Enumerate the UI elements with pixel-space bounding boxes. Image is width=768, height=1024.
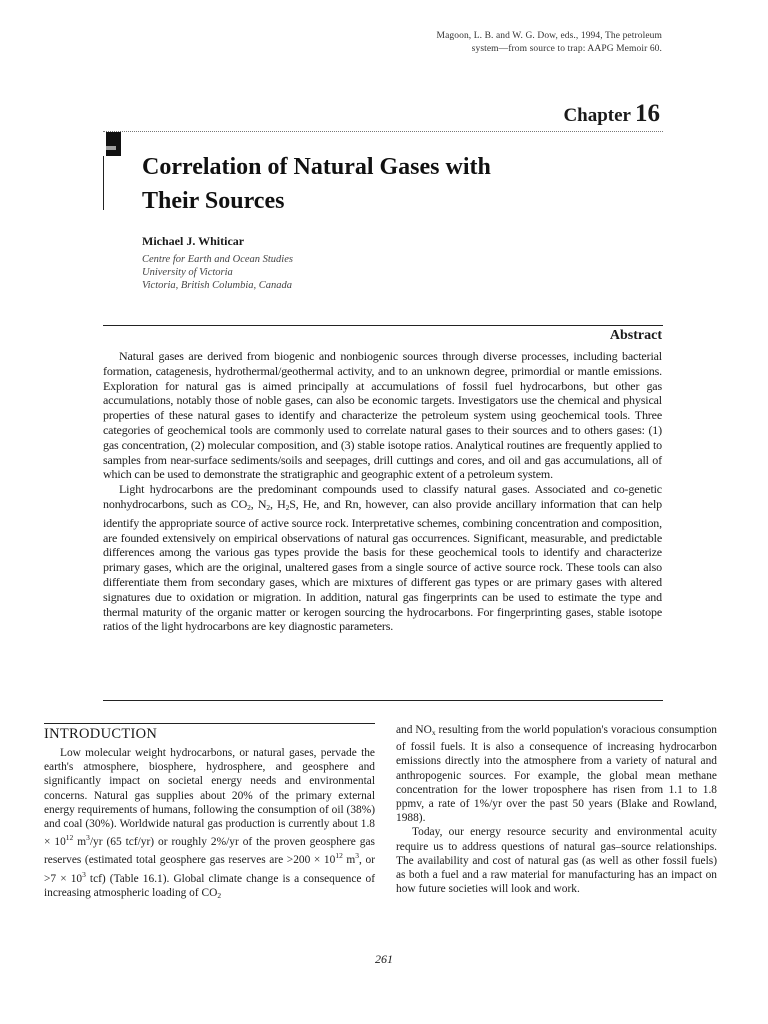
- author-name: Michael J. Whiticar: [142, 234, 245, 248]
- chapter-title: [142, 150, 622, 218]
- affiliation-line-2: University of Victoria: [142, 267, 233, 278]
- abstract-paragraph-1: Natural gases are derived from biogenic and nonbiogenic sources through diverse processes, including bacterial formation, catagenesis, hydrothermal/geothermal activity, and to an unknown degree, primordial or mantle emissions. Exploration for natural gas is aimed principally at accumulations of fossil fuel hydrocarbons, but other gas accumulations, notably those of noble gases, can also be economic targets. Investigators use the chemical and physical properties of these natural gases to identify and characterize the petroleum system using geochemical tools. Three categories of geochemical tools are commonly used to correlate natural gases to their sources and to others gases: (1) gas concentration, (2) molecular composition, and (3) stable isotope ratios. Analytical routines are frequently applied to samples from near-surface sediments/soils and seepages, drill cuttings and cores, and oil and gas accumulations, all of which can be used to demonstrate the stratigraphic and geographic extent of a petroleum system.: [103, 349, 662, 482]
- citation-line-1: Magoon, L. B. and W. G. Dow, eds., 1994, The petroleum: [436, 31, 662, 41]
- intro-paragraph-1: Low molecular weight hydrocarbons, or natural gases, pervade the earth's atmosphere, biosphere, hydrosphere, and geosphere and significantly impact on societal energy needs and environmental concerns. Natural gas supplies about 20% of the primary external energy requirements of humans, following the consumption of oil (38%) and coal (30%). Worldwide natural gas production is currently about $1.8 \times 10^{12}$ $m^3/yr$ (65 tcf/yr) or roughly 2%/yr of the proven geosphere gas reserves (estimated total geosphere gas reserves are $>200 \times 10^{12}$ $m^3$, or $>7 \times 10^3$ tcf) (Table 16.1). Global climate change is a consequence of increasing atmospheric loading of $CO_2$: [44, 747, 375, 900]
- chapter-corner-mark: [106, 132, 121, 156]
- abstract-top-rule: [103, 325, 663, 326]
- abstract-paragraph-2: Light hydrocarbons are the predominant compounds used to classify natural gases. Associated and co-genetic nonhydrocarbons, such as $CO_2$, $N_2$, $H_2S$, He, and Rn, however, can also provide ancillary information that can help identify the appropriate source of active source rock. Interpretative schemes, combining concentration and composition, are founded extensively on empirical observations of natural gas occurrences. Significant, measurable, and predictable differences among the various gas types provide the basis for these geochemical tools to identify and characterize primary gases, which are the original, unaltered gases from a single source of active source rock. These tools can also differentiate them from secondary gases, which are mixtures of different gas types or are primary gases with altered signatures due to oxidation or migration. In addition, natural gas fingerprints can be used to estimate the type and thermal maturity of the organic matter or kerogen sourcing the hydrocarbons. For fingerprinting gases, stable isotope ratios of the light hydrocarbons are key diagnostic parameters.: [103, 482, 662, 634]
- abstract-heading: Abstract: [609, 328, 662, 343]
- header-divider: [103, 131, 663, 132]
- abstract-bottom-rule: [103, 700, 663, 701]
- chapter-word: Chapter: [563, 105, 631, 126]
- chapter-number: 16: [635, 100, 660, 127]
- author-affiliation: [142, 253, 402, 292]
- title-side-rule: [103, 156, 104, 210]
- intro-paragraph-2: Today, our energy resource security and environmental acuity require us to address questions of natural gas–source relationships. The availability and cost of natural gas (as well as other fossil fuels) as both a fuel and a raw material for manufacturing has an impact on how future societies will look and work.: [396, 826, 717, 896]
- intro-paragraph-1-continued: and $NO_x$ resulting from the world population's voracious consumption of fossil fuels. It is also a consequence of increasing hydrocarbon emissions directly into the atmosphere from a variety of natural and anthropogenic sources. For example, the global mean methane concentration for the lower troposphere has risen from 1.1 to 1.8 ppmv, a rate of 1%/yr over the past 50 years (Blake and Rowland, 1988).: [396, 724, 717, 825]
- citation-line-2: system—from source to trap: AAPG Memoir 60.: [471, 44, 662, 54]
- affiliation-line-3: Victoria, British Columbia, Canada: [142, 280, 293, 291]
- page-number: 261: [375, 952, 393, 966]
- introduction-heading: INTRODUCTION: [44, 723, 375, 743]
- chapter-label: [563, 100, 660, 128]
- abstract-body: [103, 349, 662, 634]
- affiliation-line-1: Centre for Earth and Ocean Studies: [142, 254, 293, 265]
- title-line-2: Their Sources: [142, 188, 285, 214]
- right-column: [396, 723, 717, 896]
- citation-header: [342, 30, 662, 56]
- title-line-1: Correlation of Natural Gases with: [142, 154, 491, 180]
- left-column: [44, 723, 375, 903]
